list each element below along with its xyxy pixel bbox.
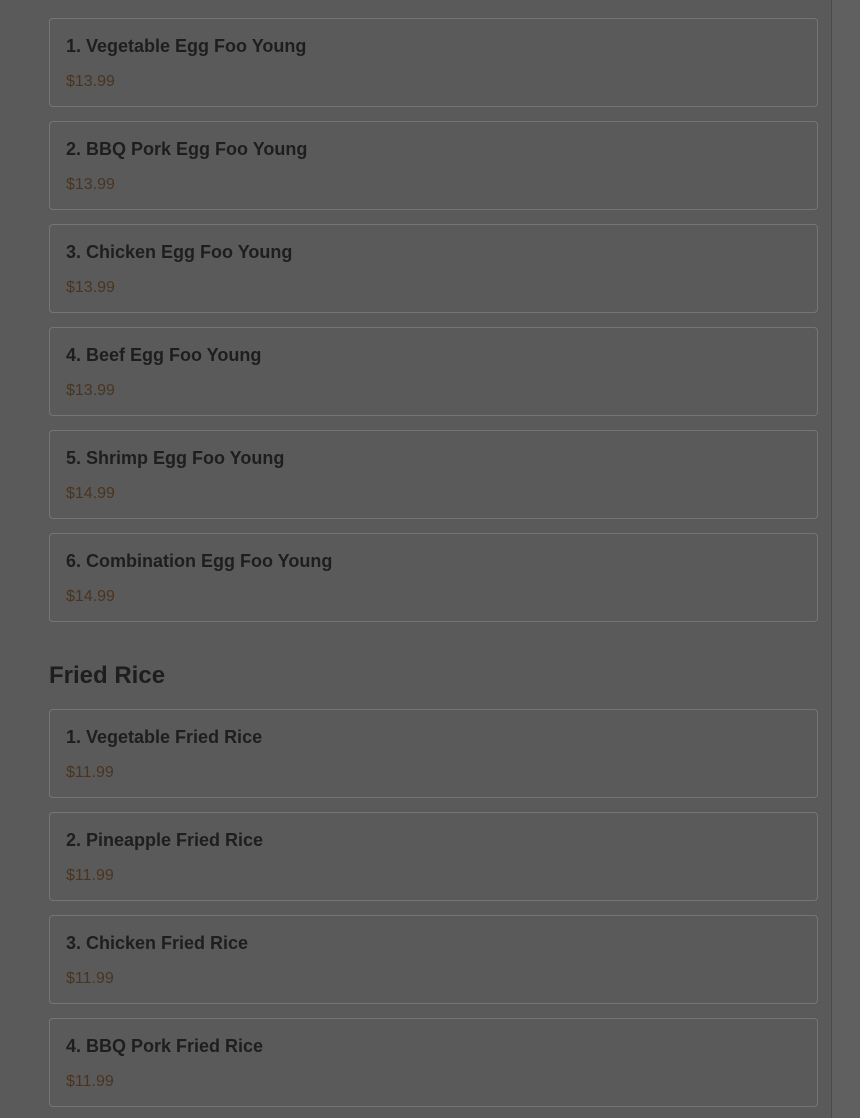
menu-item-card[interactable] xyxy=(49,327,818,416)
page-scrollbar[interactable] xyxy=(832,0,860,1118)
item-name: 2. Pineapple Fried Rice xyxy=(66,830,264,850)
item-price: $13.99 xyxy=(66,382,115,399)
item-name: 6. Combination Egg Foo Young xyxy=(66,551,333,571)
menu-item-card[interactable] xyxy=(49,915,818,1004)
item-price: $13.99 xyxy=(66,176,115,193)
item-price: $11.99 xyxy=(66,970,114,987)
item-price: $11.99 xyxy=(66,764,114,781)
menu-item-card[interactable] xyxy=(49,709,818,798)
menu-item-card[interactable] xyxy=(49,1018,818,1107)
menu-item-card[interactable] xyxy=(49,121,818,210)
menu-item-card[interactable] xyxy=(49,224,818,313)
item-price: $14.99 xyxy=(66,588,115,605)
item-name: 1. Vegetable Fried Rice xyxy=(66,727,263,747)
item-name: 3. Chicken Fried Rice xyxy=(66,933,249,953)
item-price: $13.99 xyxy=(66,73,115,90)
item-name: 2. BBQ Pork Egg Foo Young xyxy=(66,139,308,159)
item-price: $11.99 xyxy=(66,867,114,884)
menu-item-card[interactable] xyxy=(49,430,818,519)
menu-item-card[interactable] xyxy=(49,18,818,107)
item-name: 4. Beef Egg Foo Young xyxy=(66,345,262,365)
menu-item-card[interactable] xyxy=(49,533,818,622)
section-heading: Fried Rice xyxy=(49,662,166,689)
item-name: 5. Shrimp Egg Foo Young xyxy=(66,448,285,468)
item-price: $13.99 xyxy=(66,279,115,296)
menu-item-card[interactable] xyxy=(49,812,818,901)
item-name: 4. BBQ Pork Fried Rice xyxy=(66,1036,264,1056)
item-price: $14.99 xyxy=(66,485,115,502)
item-price: $11.99 xyxy=(66,1073,114,1090)
item-name: 3. Chicken Egg Foo Young xyxy=(66,242,293,262)
item-name: 1. Vegetable Egg Foo Young xyxy=(66,36,307,56)
